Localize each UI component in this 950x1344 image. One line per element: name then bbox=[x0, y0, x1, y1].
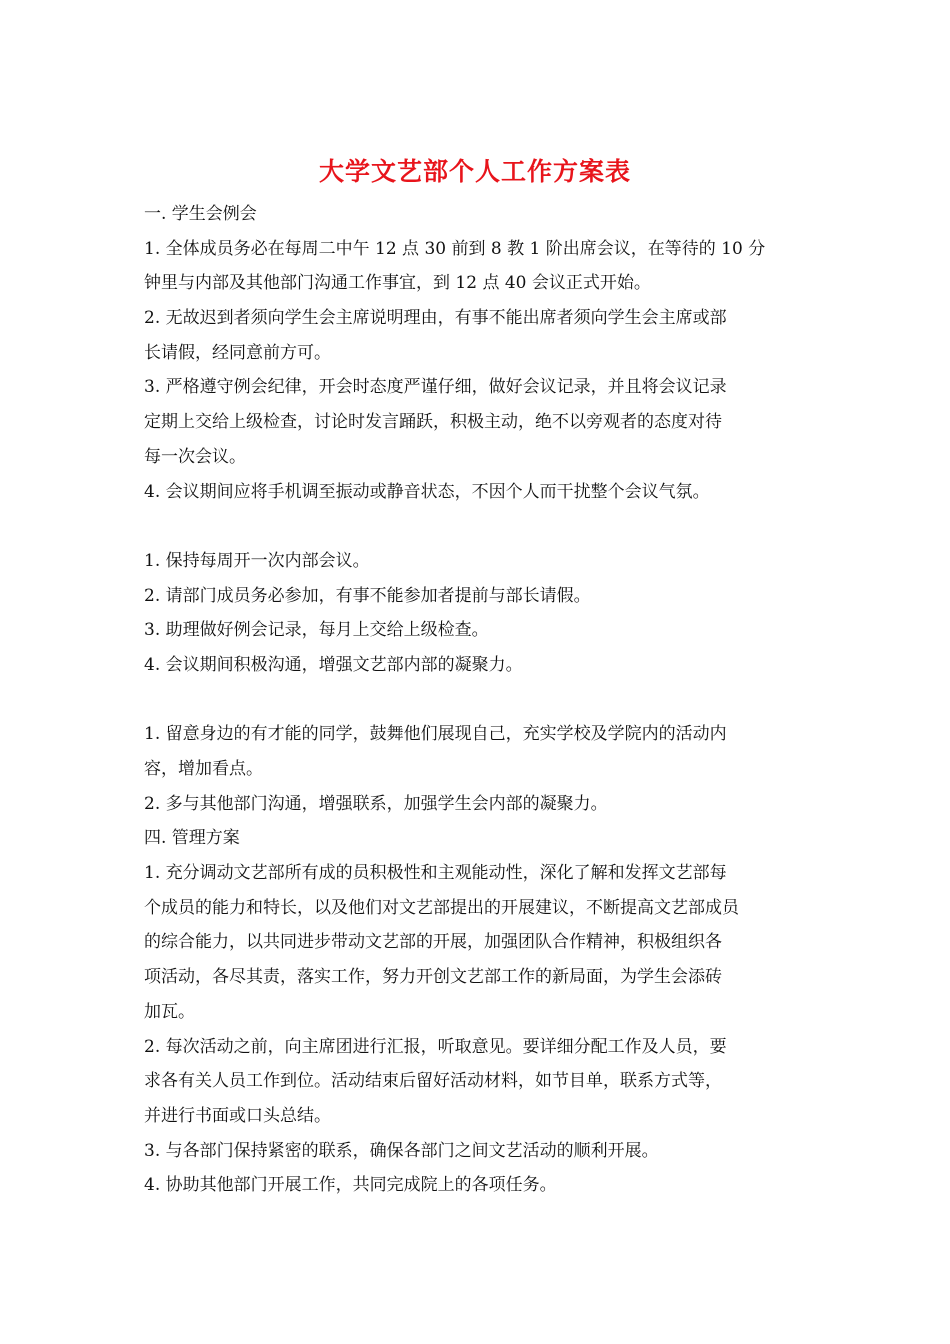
text-line: 一. 学生会例会 bbox=[144, 204, 257, 224]
text-line: 1. 全体成员务必在每周二中午 12 点 30 前到 8 教 1 阶出席会议，在等待的 10 分 bbox=[144, 238, 766, 259]
text-line: 4. 会议期间应将手机调至振动或静音状态，不因个人而干扰整个会议气氛。 bbox=[144, 481, 710, 502]
text-line: 2. 多与其他部门沟通，增强联系，加强学生会内部的凝聚力。 bbox=[144, 793, 608, 814]
blank-line bbox=[144, 509, 808, 544]
document-title: 大学文艺部个人工作方案表 bbox=[318, 157, 631, 186]
text-line: 个成员的能力和特长，以及他们对文艺部提出的开展建议，不断提高文艺部成员 bbox=[144, 897, 739, 918]
text-line: 2. 无故迟到者须向学生会主席说明理由，有事不能出席者须向学生会主席或部 bbox=[144, 308, 727, 329]
text-line: 1. 保持每周开一次内部会议。 bbox=[144, 550, 370, 571]
text-line: 2. 请部门成员务必参加，有事不能参加者提前与部长请假。 bbox=[144, 585, 591, 606]
blank-line bbox=[144, 683, 808, 718]
text-line: 四. 管理方案 bbox=[144, 828, 240, 849]
text-line: 4. 会议期间积极沟通，增强文艺部内部的凝聚力。 bbox=[144, 654, 523, 675]
text-line: 钟里与内部及其他部门沟通工作事宜，到 12 点 40 会议正式开始。 bbox=[144, 273, 651, 294]
text-line: 长请假，经同意前方可。 bbox=[144, 342, 331, 363]
text-line: 加瓦。 bbox=[144, 1001, 195, 1022]
text-line: 项活动，各尽其责，落实工作，努力开创文艺部工作的新局面，为学生会添砖 bbox=[144, 967, 722, 988]
text-line: 3. 与各部门保持紧密的联系，确保各部门之间文艺活动的顺利开展。 bbox=[144, 1140, 659, 1161]
text-line: 3. 助理做好例会记录，每月上交给上级检查。 bbox=[144, 620, 489, 641]
text-line: 并进行书面或口头总结。 bbox=[144, 1105, 331, 1126]
text-line: 2. 每次活动之前，向主席团进行汇报，听取意见。要详细分配工作及人员，要 bbox=[144, 1036, 727, 1057]
text-line: 容，增加看点。 bbox=[144, 759, 263, 779]
document-body bbox=[144, 197, 808, 1203]
text-line: 1. 充分调动文艺部所有成的员积极性和主观能动性，深化了解和发挥文艺部每 bbox=[144, 863, 727, 884]
text-line: 求各有关人员工作到位。活动结束后留好活动材料，如节目单，联系方式等， bbox=[144, 1071, 722, 1092]
text-line: 每一次会议。 bbox=[144, 446, 246, 467]
text-line: 3. 严格遵守例会纪律，开会时态度严谨仔细，做好会议记录，并且将会议记录 bbox=[144, 377, 727, 398]
text-line: 4. 协助其他部门开展工作，共同完成院上的各项任务。 bbox=[144, 1175, 557, 1196]
text-line: 的综合能力，以共同进步带动文艺部的开展，加强团队合作精神，积极组织各 bbox=[144, 932, 722, 953]
text-line: 1. 留意身边的有才能的同学，鼓舞他们展现自己，充实学校及学院内的活动内 bbox=[144, 724, 727, 745]
text-line: 定期上交给上级检查，讨论时发言踊跃，积极主动，绝不以旁观者的态度对待 bbox=[144, 412, 722, 433]
